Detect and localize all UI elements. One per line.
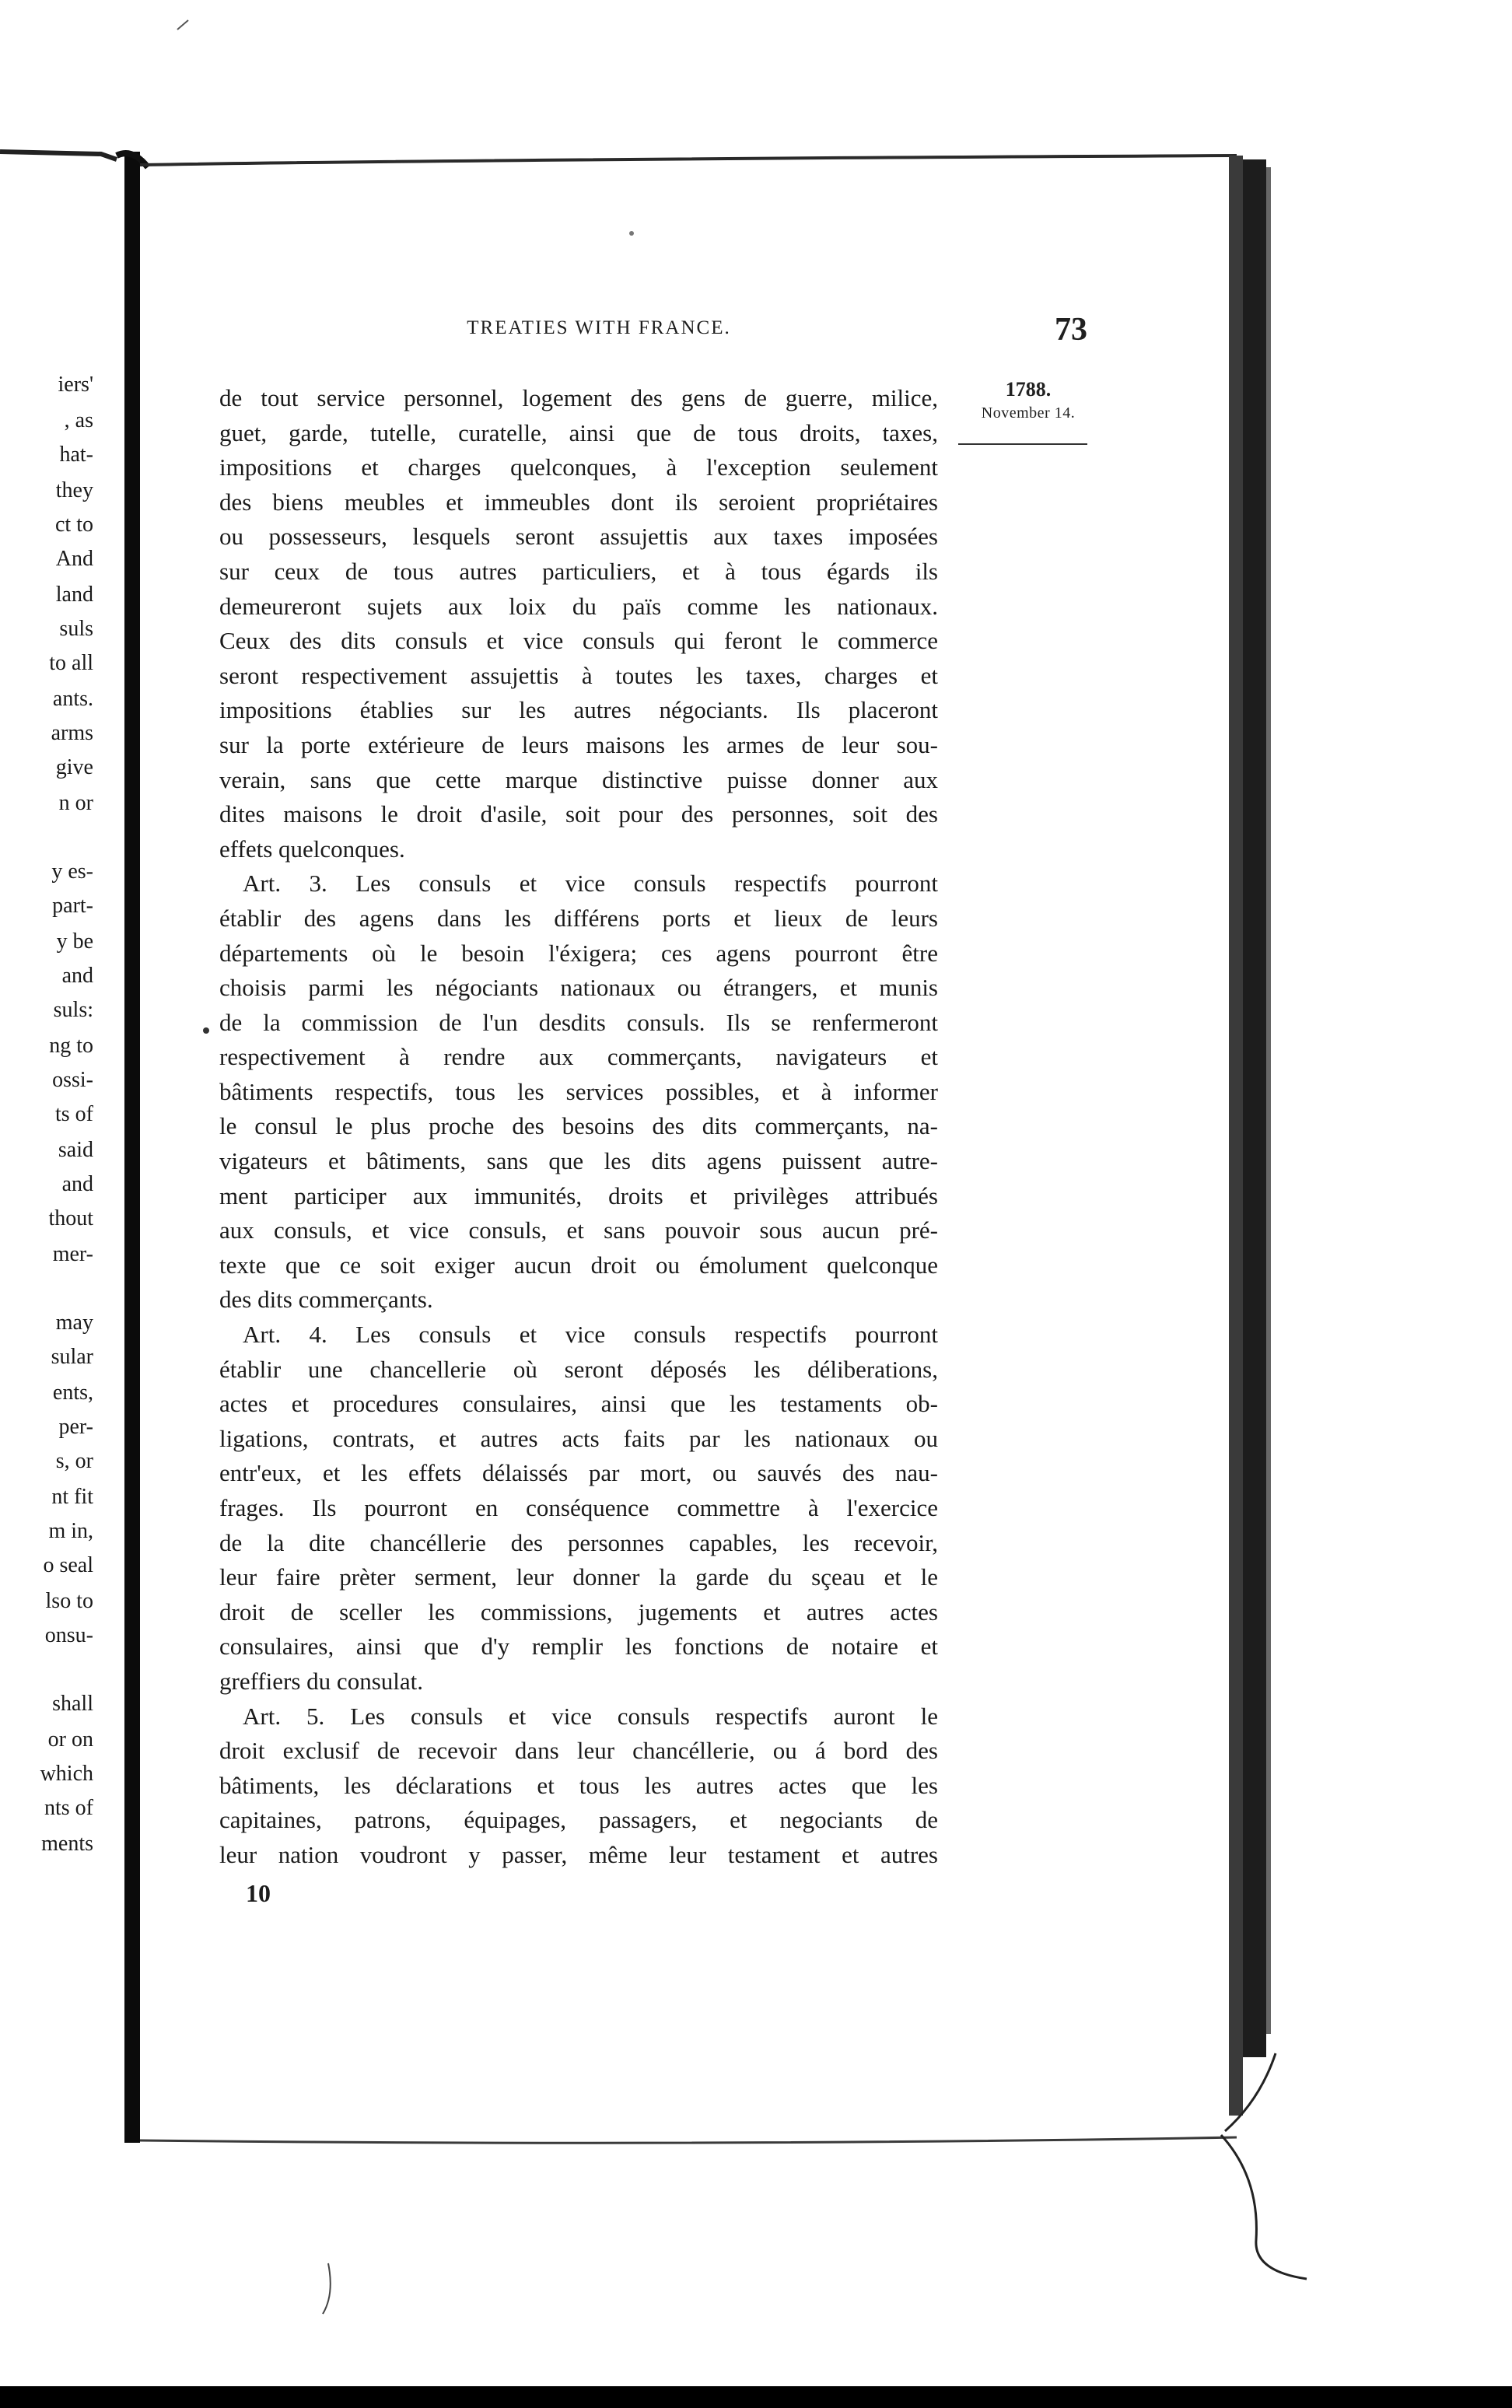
left-line: , as [64, 408, 93, 432]
text-line: vigateurs et bâtiments, sans que les dits agens puissent autre- [219, 1147, 938, 1175]
text-line: leur nation voudront y passer, même leur testament et autres [219, 1840, 938, 1868]
left-line: suls [59, 617, 93, 641]
text-line: établir une chancellerie où seront déposés les déliberations, [219, 1355, 938, 1383]
text-line: le consul le plus proche des besoins des dits commerçants, na- [219, 1112, 938, 1140]
left-line: ng to [49, 1034, 93, 1058]
left-line: give [55, 755, 93, 779]
text-line: ment participer aux immunités, droits et privilèges attribués [219, 1181, 938, 1209]
left-line: thout [48, 1206, 93, 1230]
text-line: droit exclusif de recevoir dans leur chancéllerie, ou á bord des [219, 1737, 938, 1765]
text-line: bâtiments, les déclarations et tous les autres actes que les [219, 1771, 938, 1799]
left-line: s, or [55, 1449, 93, 1473]
left-line: nt fit [51, 1485, 93, 1509]
text-line: choisis parmi les négociants nationaux ou étrangers, et munis [219, 974, 938, 1002]
text-line: actes et procedures consulaires, ainsi que les testaments ob- [219, 1390, 938, 1418]
left-line: said [58, 1138, 93, 1162]
text-line: droit de sceller les commissions, jugements et autres actes [219, 1598, 938, 1626]
text-line: dites maisons le droit d'asile, soit pour des personnes, soit des [219, 800, 938, 828]
text-line: bâtiments respectifs, tous les services possibles, et à informer [219, 1077, 938, 1105]
text-line: texte que ce soit exiger aucun droit ou émolument quelconque [219, 1251, 938, 1279]
margin-date: November 14. [981, 404, 1076, 422]
text-line: respectivement à rendre aux commerçants, navigateurs et [219, 1043, 938, 1071]
text-line: verain, sans que cette marque distinctive puisse donner aux [219, 765, 938, 793]
text-line: effets quelconques. [219, 835, 405, 863]
page-number: 73 [1055, 312, 1087, 348]
left-line: and [61, 964, 93, 988]
text-line: ligations, contrats, et autres acts faits par les nationaux ou [219, 1424, 938, 1452]
left-line: which [40, 1762, 93, 1786]
text-line: de tout service personnel, logement des gens de guerre, milice, [219, 384, 938, 411]
left-line: may [55, 1311, 93, 1335]
left-line: y es- [51, 859, 93, 884]
left-line: or on [47, 1727, 93, 1752]
text-line: aux consuls, et vice consuls, et sans pouvoir sous aucun pré- [219, 1216, 938, 1244]
text-line: entr'eux, et les effets délaissés par mort, ou sauvés des nau- [219, 1459, 938, 1487]
left-line: ts of [55, 1102, 93, 1126]
text-line: établir des agens dans les différens ports et lieux de leurs [219, 904, 938, 932]
margin-rule [958, 443, 1087, 445]
left-line: iers' [58, 373, 93, 397]
left-line: part- [52, 894, 93, 918]
text-line: consulaires, ainsi que d'y remplir les fonctions de notaire et [219, 1633, 938, 1661]
left-line: y be [56, 929, 93, 954]
text-line: départements où le besoin l'éxigera; ces agens pourront être [219, 939, 938, 967]
text-line: Ceux des dits consuls et vice consuls qui feront le commerce [219, 627, 938, 655]
left-line: onsu- [44, 1623, 93, 1647]
left-line: and [61, 1172, 93, 1196]
left-line: arms [51, 721, 93, 745]
left-line: ments [41, 1832, 93, 1856]
scan-bottom-border [0, 2386, 1512, 2408]
text-line: capitaines, patrons, équipages, passagers, et negociants de [219, 1806, 938, 1834]
left-line: ents, [52, 1381, 93, 1405]
margin-date-note [950, 380, 1106, 423]
left-line: to all [49, 651, 93, 675]
text-line: de la commission de l'un desdits consuls. Ils se renfermeront [219, 1008, 938, 1036]
left-line: o seal [43, 1553, 93, 1577]
article-4-start: Art. 4. Les consuls et vice consuls respectifs pourront [243, 1321, 938, 1349]
left-line: they [55, 478, 93, 502]
text-line: de la dite chancéllerie des personnes capables, les recevoir, [219, 1528, 938, 1556]
text-line: des biens meubles et immeubles dont ils seroient propriétaires [219, 488, 938, 516]
margin-year: 1788. [1005, 378, 1052, 401]
left-line: hat- [59, 443, 93, 467]
left-line: shall [52, 1692, 93, 1716]
text-line: sur ceux de tous autres particuliers, et à tous égards ils [219, 557, 938, 585]
left-line: ants. [52, 687, 93, 711]
left-page-fragment [0, 342, 101, 1929]
body-text [219, 381, 938, 1873]
left-line: ossi- [52, 1068, 93, 1092]
left-line: lso to [45, 1589, 93, 1613]
left-line: sular [51, 1345, 93, 1369]
folio-signature: 10 [246, 1879, 271, 1907]
article-3-start: Art. 3. Les consuls et vice consuls respectifs pourront [243, 870, 938, 898]
text-line: sur la porte extérieure de leurs maisons les armes de leur sou- [219, 730, 938, 758]
text-line: des dits commerçants. [219, 1286, 433, 1314]
left-line: m in, [48, 1519, 93, 1543]
text-line: impositions établies sur les autres négociants. Ils placeront [219, 696, 938, 724]
text-line: leur faire prèter serment, leur donner la garde du sçeau et le [219, 1563, 938, 1591]
left-line: per- [58, 1415, 93, 1439]
text-line: frages. Ils pourront en conséquence commettre à l'exercice [219, 1494, 938, 1521]
left-line: nts of [44, 1796, 93, 1820]
text-line: ou possesseurs, lesquels seront assujettis aux taxes imposées [219, 523, 938, 551]
running-head: TREATIES WITH FRANCE. [467, 317, 731, 338]
article-5-start: Art. 5. Les consuls et vice consuls respectifs auront le [243, 1702, 938, 1730]
left-line: mer- [52, 1242, 93, 1266]
left-line: And [55, 547, 93, 571]
text-line: seront respectivement assujettis à toutes les taxes, charges et [219, 661, 938, 689]
text-line: guet, garde, tutelle, curatelle, ainsi que de tous droits, taxes, [219, 418, 938, 446]
left-line: land [55, 583, 93, 607]
left-line: suls: [53, 998, 93, 1022]
text-line: impositions et charges quelconques, à l'exception seulement [219, 453, 938, 481]
text-line: greffiers du consulat. [219, 1667, 423, 1695]
text-line: demeureront sujets aux loix du païs comme les nationaux. [219, 592, 938, 620]
left-line: ct to [55, 513, 93, 537]
left-line: n or [58, 791, 93, 815]
